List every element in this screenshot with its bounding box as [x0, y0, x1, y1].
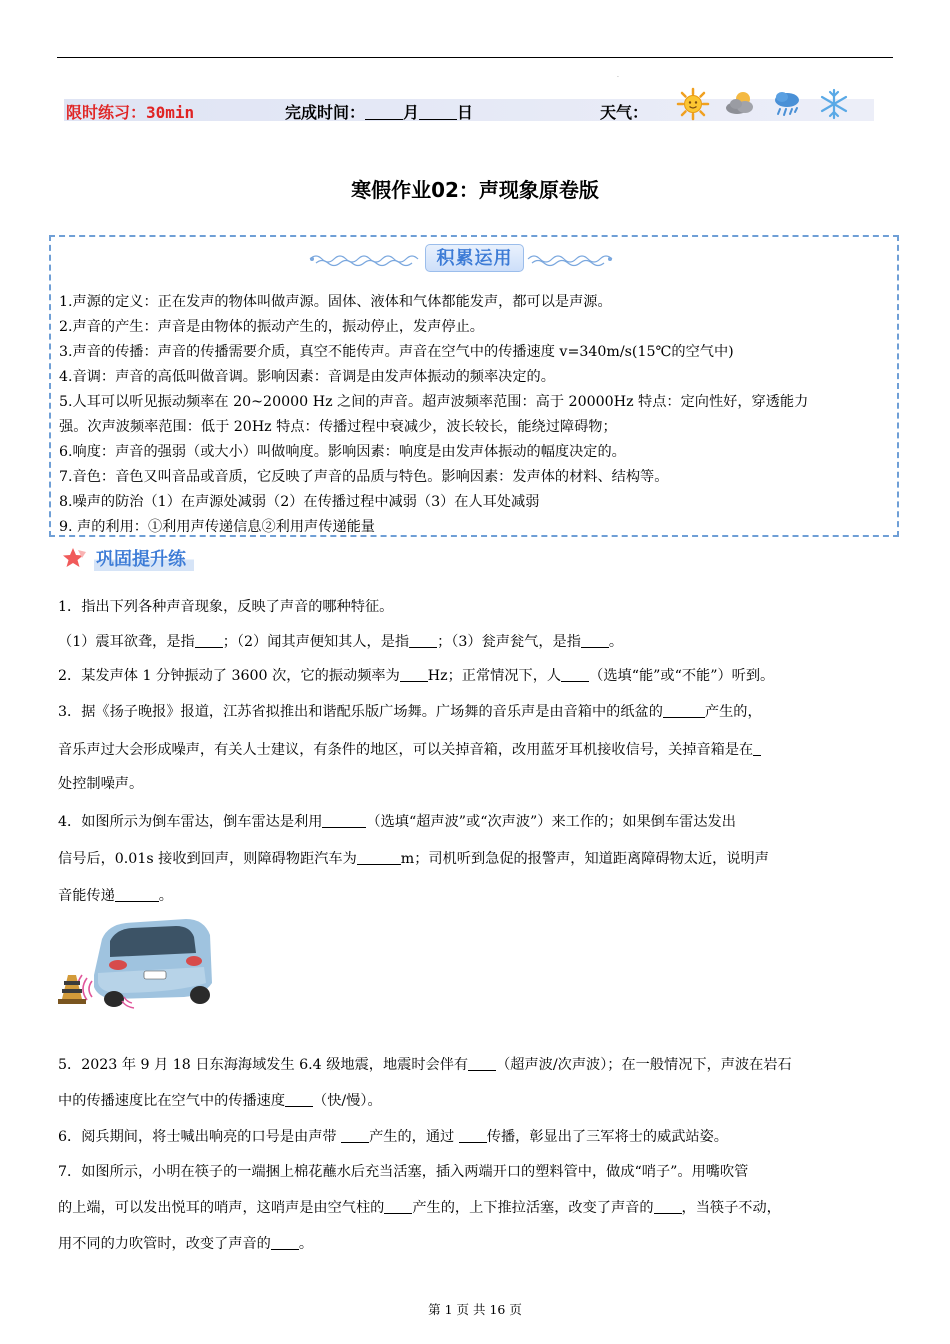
page-footer: 第 1 页 共 16 页	[428, 1302, 522, 1317]
answer-blank	[663, 703, 705, 718]
answer-blank	[468, 1056, 496, 1071]
timer-label: 限时练习：30min	[66, 103, 195, 122]
knowledge-line: 5.人耳可以听见振动频率在 20~20000 Hz 之间的声音。超声波频率范围：高于 20000Hz 特点：定向性好，穿透能力	[59, 394, 809, 410]
question-4-line-2	[58, 848, 769, 868]
question-6	[58, 1126, 728, 1146]
sun-icon	[676, 87, 710, 121]
question-3-line-2	[58, 739, 761, 759]
answer-blank	[409, 633, 437, 648]
text: 传播，彰显出了三军将士的威武站姿。	[486, 1129, 728, 1145]
text: 音乐声过大会形成噪声，有关人士建议，有条件的地区，可以关掉音箱，改用蓝牙耳机接收信号，关掉音箱是在	[58, 742, 754, 758]
question-1-stem: 1．指出下列各种声音现象，反映了声音的哪种特征。	[58, 599, 394, 615]
answer-blank	[341, 1128, 369, 1143]
question-5-line-2	[58, 1090, 382, 1110]
knowledge-line: 强。次声波频率范围：低于 20Hz 特点：传播过程中衰减少，波长较长，能绕过障碍物；	[59, 419, 617, 435]
reversing-radar-figure	[54, 913, 214, 1011]
banner-label: 积累运用	[425, 244, 524, 272]
section-label: 巩固提升练	[94, 545, 194, 571]
text: m；司机听到急促的报警声，知道距离障碍物太近，说明声	[400, 851, 769, 867]
knowledge-line: 4.音调：声音的高低叫做音调。影响因素：音调是由发声体振动的频率决定的。	[59, 369, 555, 385]
text: 中的传播速度比在空气中的传播速度	[58, 1093, 286, 1109]
text: Hz；正常情况下，人	[427, 668, 562, 684]
answer-blank	[581, 633, 609, 648]
text: 3．据《扬子晚报》报道，江苏省拟推出和谐配乐版广场舞。广场舞的音乐声是由音箱中的纸盆的	[58, 704, 663, 720]
question-7-line-2	[58, 1197, 781, 1217]
rain-icon	[770, 87, 804, 121]
star-icon	[62, 546, 88, 570]
question-4-line-1	[58, 811, 736, 831]
text: （超声波/次声波）；在一般情况下，声波在岩石	[496, 1057, 792, 1073]
text: 产生的，	[704, 704, 762, 720]
text: 产生的，上下推拉活塞，改变了声音的	[412, 1200, 654, 1216]
text: 。	[608, 634, 624, 650]
text: 音能传递	[58, 888, 115, 904]
knowledge-line: 2.声音的产生：声音是由物体的振动产生的，振动停止，发声停止。	[59, 319, 484, 335]
text: 2．某发声体 1 分钟振动了 3600 次，它的振动频率为	[58, 668, 400, 684]
finish-time	[285, 100, 473, 123]
knowledge-line: 1.声源的定义：正在发声的物体叫做声源。固体、液体和气体都能发声，都可以是声源。	[59, 294, 612, 310]
question-1-parts	[58, 631, 623, 651]
answer-blank	[561, 667, 589, 682]
page-title: 寒假作业02：声现象原卷版	[351, 178, 599, 202]
answer-blank	[384, 1199, 412, 1214]
question-3-line-3: 处控制噪声。	[58, 776, 144, 792]
section-heading	[62, 545, 194, 571]
weather-icons	[676, 87, 851, 121]
answer-blank	[400, 667, 428, 682]
snowflake-icon	[817, 87, 851, 121]
question-4-line-3	[58, 885, 173, 905]
question-7-line-3	[58, 1233, 313, 1253]
text: ；（2）闻其声便知其人，是指	[222, 634, 410, 650]
knowledge-lines	[59, 290, 895, 540]
question-2	[58, 665, 774, 685]
answer-blank	[753, 741, 761, 756]
text: 6．阅兵期间，将士喊出响亮的口号是由声带	[58, 1129, 342, 1145]
knowledge-line: 8.噪声的防治（1）在声源处减弱（2）在传播过程中减弱（3）在人耳处减弱	[59, 494, 540, 510]
day-label: 日	[457, 103, 474, 122]
answer-blank	[322, 813, 366, 828]
answer-blank	[357, 850, 401, 865]
day-blank	[419, 105, 457, 120]
knowledge-line: 6.响度：声音的强弱（或大小）叫做响度。影响因素：响度是由发声体振动的幅度决定的。	[59, 444, 626, 460]
text: 。	[158, 888, 173, 904]
knowledge-line: 9. 声的利用：①利用声传递信息②利用声传递能量	[59, 519, 375, 535]
month-blank	[365, 105, 403, 120]
text: 的上端，可以发出悦耳的哨声，这哨声是由空气柱的	[58, 1200, 385, 1216]
knowledge-line: 7.音色：音色又叫音品或音质，它反映了声音的品质与特色。影响因素：发声体的材料、结构等。	[59, 469, 669, 485]
weather-label: 天气：	[600, 103, 649, 122]
answer-blank	[459, 1128, 487, 1143]
text: （选填“能”或“不能”）听到。	[589, 668, 775, 684]
knowledge-line: 3.声音的传播：声音的传播需要介质，真空不能传声。声音在空气中的传播速度 v=340m/s(15℃的空气中)	[59, 344, 734, 360]
text: 用不同的力吹管时，改变了声音的	[58, 1236, 271, 1252]
text: ；（3）瓮声瓮气，是指	[437, 634, 581, 650]
text: 产生的，通过	[369, 1129, 459, 1145]
answer-blank	[654, 1199, 682, 1214]
answer-blank	[195, 633, 223, 648]
partly-cloudy-icon	[723, 87, 757, 121]
header-rule	[57, 57, 893, 58]
answer-blank	[271, 1235, 299, 1250]
text: 信号后，0.01s 接收到回声，则障碍物距汽车为	[58, 851, 357, 867]
month-label: 月	[403, 103, 420, 122]
text: 。	[298, 1236, 314, 1252]
question-5-line-1	[58, 1054, 792, 1074]
dot-mark: .	[617, 72, 619, 79]
text: 5．2023 年 9 月 18 日东海海域发生 6.4 级地震，地震时会伴有	[58, 1057, 469, 1073]
question-3-line-1	[58, 701, 762, 721]
text: （1）震耳欲聋，是指	[58, 634, 195, 650]
text: （选填“超声波”或“次声波”）来工作的；如果倒车雷达发出	[366, 814, 736, 830]
question-7-line-1: 7．如图所示，小明在筷子的一端捆上棉花蘸水后充当活塞，插入两端开口的塑料管中，做成“哨子”。用嘴吹管	[58, 1164, 749, 1180]
answer-blank	[115, 887, 159, 902]
text: ，当筷子不动，	[681, 1200, 781, 1216]
text: （快/慢）。	[313, 1093, 382, 1109]
text: 4．如图所示为倒车雷达，倒车雷达是利用	[58, 814, 323, 830]
answer-blank	[285, 1092, 313, 1107]
finish-prefix: 完成时间：	[285, 103, 366, 122]
